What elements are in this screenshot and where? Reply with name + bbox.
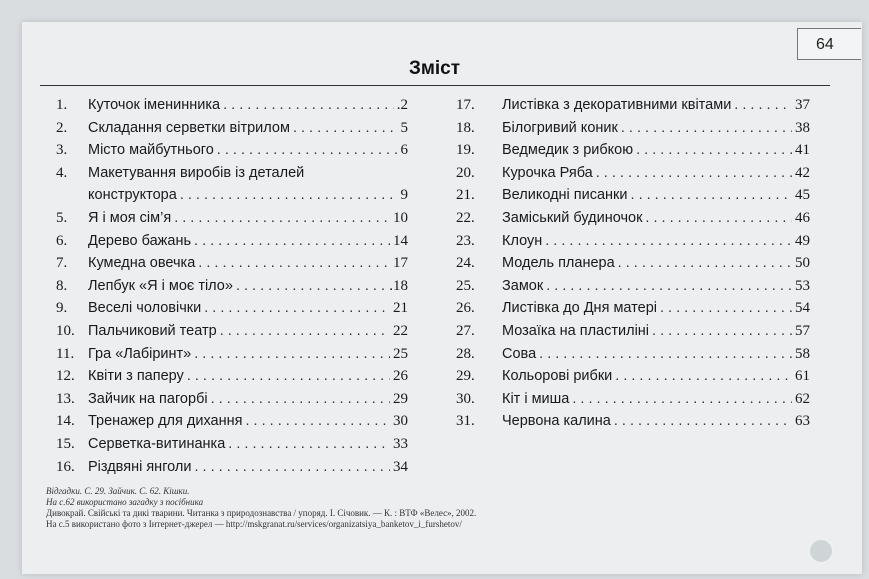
entry-title: Лепбук «Я і моє тіло» [88, 277, 233, 294]
entry-number: 30. [456, 390, 475, 407]
entry-number: 24. [456, 255, 475, 272]
entry-page: 54 [795, 300, 810, 317]
leader-dots [652, 320, 792, 343]
toc-entry [46, 388, 408, 411]
entry-number: 16. [56, 458, 75, 475]
leader-dots [660, 297, 792, 320]
entry-number: 9. [56, 300, 68, 317]
footnote-riddle-source: На с.62 використано загадку з посібника [46, 497, 204, 507]
toc-entry [46, 207, 408, 230]
entry-page: 10 [393, 209, 408, 226]
leader-dots [211, 388, 390, 411]
toc-entry [46, 230, 408, 253]
entry-number: 2. [56, 119, 68, 136]
entry-title: Кольорові рибки [502, 368, 613, 385]
leader-dots [223, 94, 394, 117]
entry-number: 26. [456, 300, 475, 317]
toc-entry [456, 388, 810, 411]
entry-page: 63 [795, 413, 810, 430]
entry-title: Пальчиковий театр [88, 322, 217, 339]
entry-page: 9 [400, 187, 408, 204]
entry-title: Листівка до Дня матері [502, 300, 657, 317]
leader-dots [734, 94, 792, 117]
toc-entry [46, 275, 408, 298]
leader-dots [236, 275, 386, 298]
entry-page: 29 [393, 390, 408, 407]
entry-number: 5. [56, 209, 68, 226]
entry-title: Клоун [502, 232, 543, 249]
entry-number: 23. [456, 232, 475, 249]
entry-number: 4. [56, 164, 68, 181]
entry-title: Різдвяні янголи [88, 458, 192, 475]
entry-number: 18. [456, 119, 475, 136]
leader-dots [180, 184, 398, 207]
leader-dots [539, 343, 792, 366]
leader-dots [621, 117, 792, 140]
entry-page: 34 [393, 458, 408, 475]
entry-title: Ведмедик з рибкою [502, 142, 634, 159]
entry-title: Сова [502, 345, 537, 362]
leader-dots [198, 252, 390, 275]
leader-dots [228, 433, 390, 456]
entry-title-continued: конструктора [88, 187, 177, 204]
entry-number: 8. [56, 277, 68, 294]
entry-page: 49 [795, 232, 810, 249]
entry-number: 21. [456, 187, 475, 204]
footnote-answers: Відгадки. С. 29. Зайчик. С. 62. Кішки. [46, 486, 190, 496]
toc-entry [46, 297, 408, 320]
leader-dots [245, 410, 390, 433]
entry-page: 14 [393, 232, 408, 249]
entry-title: Веселі чоловічки [88, 300, 202, 317]
entry-title: Гра «Лабіринт» [88, 345, 192, 362]
entry-title: Великодні писанки [502, 187, 628, 204]
leader-dots [546, 275, 792, 298]
entry-title: Червона калина [502, 413, 611, 430]
entry-title: Білогривий коник [502, 119, 618, 136]
entry-number: 13. [56, 390, 75, 407]
entry-page: .18 [389, 277, 408, 294]
toc-entry [456, 162, 810, 185]
entry-page: 42 [795, 164, 810, 181]
toc-entry [46, 456, 408, 479]
toc-entry [46, 433, 408, 456]
toc-entry [456, 139, 810, 162]
leader-dots [596, 162, 792, 185]
leader-dots [194, 456, 390, 479]
leader-dots [572, 388, 792, 411]
leader-dots [293, 117, 398, 140]
entry-title: Тренажер для дихання [88, 413, 243, 430]
entry-title: Місто майбутнього [88, 142, 214, 159]
entry-page: 53 [795, 277, 810, 294]
entry-title: Курочка Ряба [502, 164, 593, 181]
toc-entry [456, 275, 810, 298]
toc-entry [456, 320, 810, 343]
entry-title: Дерево бажань [88, 232, 192, 249]
toc-entry [46, 343, 408, 366]
toc-right-column [456, 94, 810, 433]
entry-title: Серветка-витинанка [88, 435, 226, 452]
entry-number: 14. [56, 413, 75, 430]
entry-title: Кумедна овечка [88, 255, 196, 272]
entry-page: 57 [795, 322, 810, 339]
entry-page: .2 [396, 97, 408, 113]
entry-page: 30 [393, 413, 408, 430]
entry-number: 29. [456, 368, 475, 385]
leader-dots [618, 252, 792, 275]
entry-page: 61 [795, 368, 810, 385]
toc-entry [46, 139, 408, 162]
leader-dots [220, 320, 390, 343]
entry-page: 46 [795, 209, 810, 226]
entry-number: 25. [456, 277, 475, 294]
entry-number: 27. [456, 322, 475, 339]
toc-entry [456, 343, 810, 366]
entry-title: Кіт і миша [502, 390, 570, 407]
toc-entry [46, 252, 408, 275]
entry-page: 58 [795, 345, 810, 362]
entry-page: 50 [795, 255, 810, 272]
entry-title: Замок [502, 277, 544, 294]
leader-dots [615, 365, 792, 388]
footnotes [46, 486, 806, 530]
entry-page: 37 [795, 97, 810, 113]
entry-title: Мозаїка на пластиліні [502, 322, 650, 339]
entry-page: 17 [393, 255, 408, 272]
toc-entry [456, 184, 810, 207]
toc-entry [456, 365, 810, 388]
entry-page: 25 [393, 345, 408, 362]
toc-entry [46, 94, 408, 117]
entry-title: Складання серветки вітрилом [88, 119, 290, 136]
entry-number: 1. [56, 97, 68, 113]
page-number: 64 [797, 28, 861, 60]
entry-title: Макетування виробів із деталей [88, 164, 305, 181]
toc-entry [46, 162, 408, 207]
toc-entry [46, 365, 408, 388]
entry-title: Заміський будиночок [502, 209, 643, 226]
entry-number: 17. [456, 97, 475, 113]
entry-number: 6. [56, 232, 68, 249]
toc-entry [456, 207, 810, 230]
toc-entry [456, 297, 810, 320]
entry-title: Зайчик на пагорбі [88, 390, 208, 407]
entry-page: 41 [795, 142, 810, 159]
leader-dots [187, 365, 390, 388]
entry-number: 15. [56, 435, 75, 452]
toc-entry [456, 252, 810, 275]
leader-dots [217, 139, 398, 162]
leader-dots [636, 139, 792, 162]
entry-number: 28. [456, 345, 475, 362]
leader-dots [194, 343, 390, 366]
corner-decoration-icon [808, 538, 834, 564]
entry-number: 3. [56, 142, 68, 159]
title-divider [40, 85, 830, 86]
toc-entry [46, 117, 408, 140]
entry-number: 22. [456, 209, 475, 226]
entry-number: 11. [56, 345, 75, 362]
entry-page: 38 [795, 119, 810, 136]
leader-dots [631, 184, 792, 207]
entry-title: Модель планера [502, 255, 615, 272]
leader-dots [645, 207, 792, 230]
entry-number: 20. [456, 164, 475, 181]
page-title: Зміст [408, 58, 461, 79]
leader-dots [204, 297, 390, 320]
entry-number: 7. [56, 255, 68, 272]
entry-page: 33 [393, 435, 408, 452]
entry-number: 12. [56, 368, 75, 385]
leader-dots [194, 230, 390, 253]
entry-page: 22 [393, 322, 408, 339]
entry-title: Листівка з декоративними квітами [502, 97, 732, 113]
entry-page: 62 [795, 390, 810, 407]
entry-title: Я і моя сім’я [88, 209, 172, 226]
entry-title: Куточок іменинника [88, 97, 221, 113]
toc-entry [46, 410, 408, 433]
toc-entry [456, 410, 810, 433]
entry-page: 5 [400, 119, 408, 136]
toc-left-column [46, 94, 408, 478]
entry-title: Квіти з паперу [88, 368, 184, 385]
leader-dots [614, 410, 792, 433]
entry-page: 21 [393, 300, 408, 317]
entry-number: 10. [56, 322, 75, 339]
leader-dots [545, 230, 792, 253]
entry-number: 31. [456, 413, 475, 430]
toc-entry [456, 230, 810, 253]
leader-dots [174, 207, 390, 230]
entry-page: 45 [795, 187, 810, 204]
footnote-book-reference: Дивокрай. Свійські та дикі тварини. Читанка з природознавства / упоряд. І. Січовик. — К. : ВТФ «Велес», 2002. [46, 508, 477, 518]
entry-number: 19. [456, 142, 475, 159]
footnote-photo-source: На с.5 використано фото з Інтернет-джерел — http://mskgranat.ru/services/organizatsiya_banketov_i_furshetov/ [46, 519, 462, 529]
entry-page: 6 [400, 142, 408, 159]
toc-entry [46, 320, 408, 343]
entry-page: 26 [393, 368, 408, 385]
toc-entry [456, 117, 810, 140]
toc-entry [456, 94, 810, 117]
